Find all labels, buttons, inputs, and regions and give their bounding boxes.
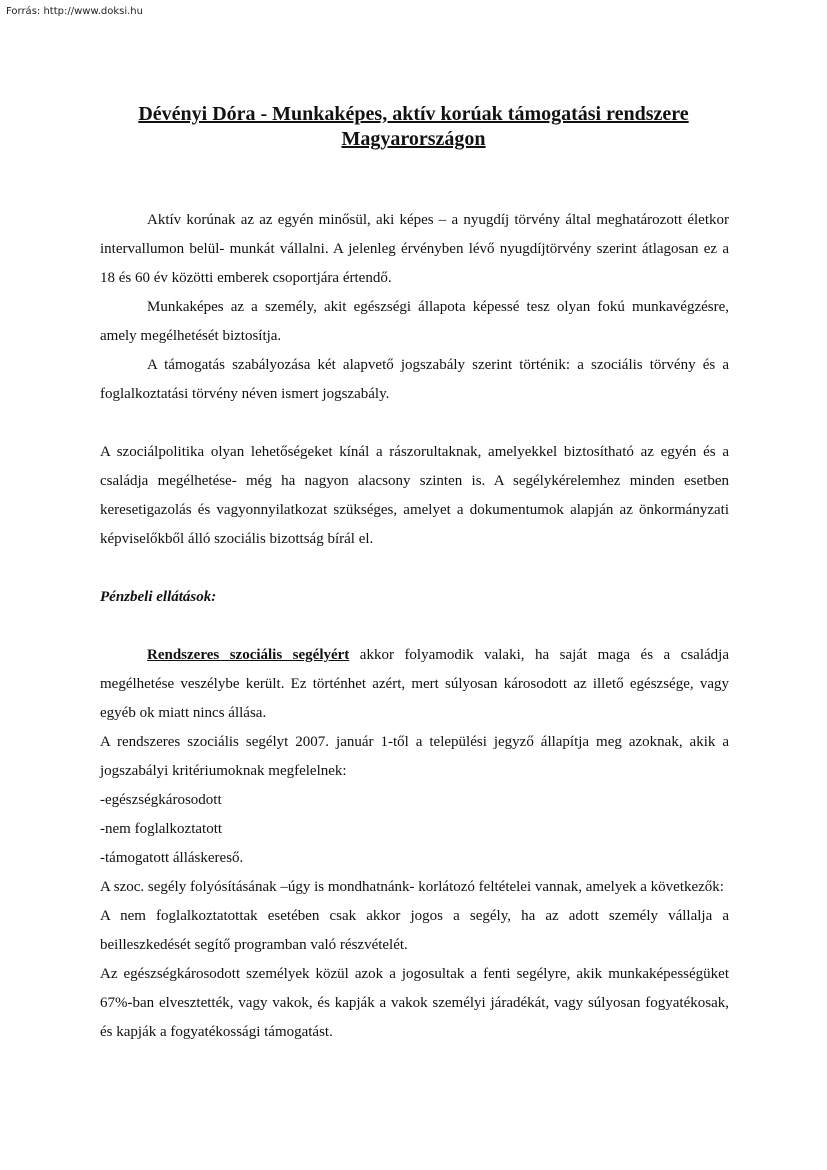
paragraph-munkakepes: Munkaképes az a személy, akit egészségi állapota képessé tesz olyan fokú munkavégzésre, amely megélhetését biztosítja.: [100, 299, 729, 344]
spacer: [100, 409, 729, 438]
term-rendszeres-szocialis-segely: Rendszeres szociális segélyért: [147, 647, 350, 663]
paragraph-szocialpolitika: A szociálpolitika olyan lehetőségeket kínál a rászorultaknak, amelyekkel biztosítható az egyén és a családja megélhetése- még ha nagyon alacsony szinten is. A segélykérelemhez minden esetben keresetigazolás és vagyonnyilatkozat szükséges, amelyet a dokumentumok alapján az önkormányzati képviselőkből álló szociális bizottság bírál el.: [100, 444, 729, 547]
paragraph-rendszeres-segely: [100, 641, 729, 728]
paragraph-aktiv-koru: Aktív korúnak az az egyén minősül, aki képes – a nyugdíj törvény által meghatározott életkor intervallumon belül- munkát vállalni. A jelenleg érvényben lévő nyugdíjtörvény szerint átlagosan ez a 18 és 60 év közötti emberek csoportjára értendő.: [100, 212, 729, 286]
paragraph-rendszeres-segely-text: akkor folyamodik valaki, ha saját maga és a családja megélhetése veszélybe került. Ez történhet azért, mert súlyosan károsodott az illető egészsége, vagy egyéb ok miatt nincs állása.: [100, 647, 729, 721]
paragraph-korlatozo-feltetelek: A szoc. segély folyósításának –úgy is mondhatnánk- korlátozó feltételei vannak, amelyek a következők:: [100, 879, 724, 895]
spacer: [100, 554, 729, 583]
list-item-tamogatott-allaskereso: -támogatott álláskereső.: [100, 850, 244, 866]
paragraph-nem-foglalkoztatottak: A nem foglalkoztatottak esetében csak akkor jogos a segély, ha az adott személy vállalja a beilleszkedését segítő programban való részvételét.: [100, 908, 729, 953]
title-line-1: Dévényi Dóra - Munkaképes, aktív korúak támogatási rendszere: [138, 103, 689, 125]
list-item-egeszsegkarosodott: -egészségkárosodott: [100, 792, 222, 808]
document-body: [100, 206, 729, 1047]
section-heading-penzbeli-ellatasok: Pénzbeli ellátások:: [100, 589, 217, 605]
source-url: Forrás: http://www.doksi.hu: [6, 6, 143, 17]
title-line-2: Magyarországon: [341, 128, 486, 150]
paragraph-egeszsegkarosodottak: Az egészségkárosodott személyek közül azok a jogosultak a fenti segélyre, akik munkaképességüket 67%-ban elvesztették, vagy vakok, és kapják a vakok személyi járadékát, vagy súlyosan fogyatékosak, és kapják a fogyatékossági támogatást.: [100, 966, 729, 1040]
document-title: [100, 102, 727, 152]
paragraph-jegyzo: A rendszeres szociális segélyt 2007. január 1-től a települési jegyző állapítja meg azoknak, akik a jogszabályi kritériumoknak megfelelnek:: [100, 734, 729, 779]
paragraph-tamogatas-szabalyozasa: A támogatás szabályozása két alapvető jogszabály szerint történik: a szociális törvény és a foglalkoztatási törvény néven ismert jogszabály.: [100, 357, 729, 402]
spacer: [100, 612, 729, 641]
list-item-nem-foglalkoztatott: -nem foglalkoztatott: [100, 821, 223, 837]
